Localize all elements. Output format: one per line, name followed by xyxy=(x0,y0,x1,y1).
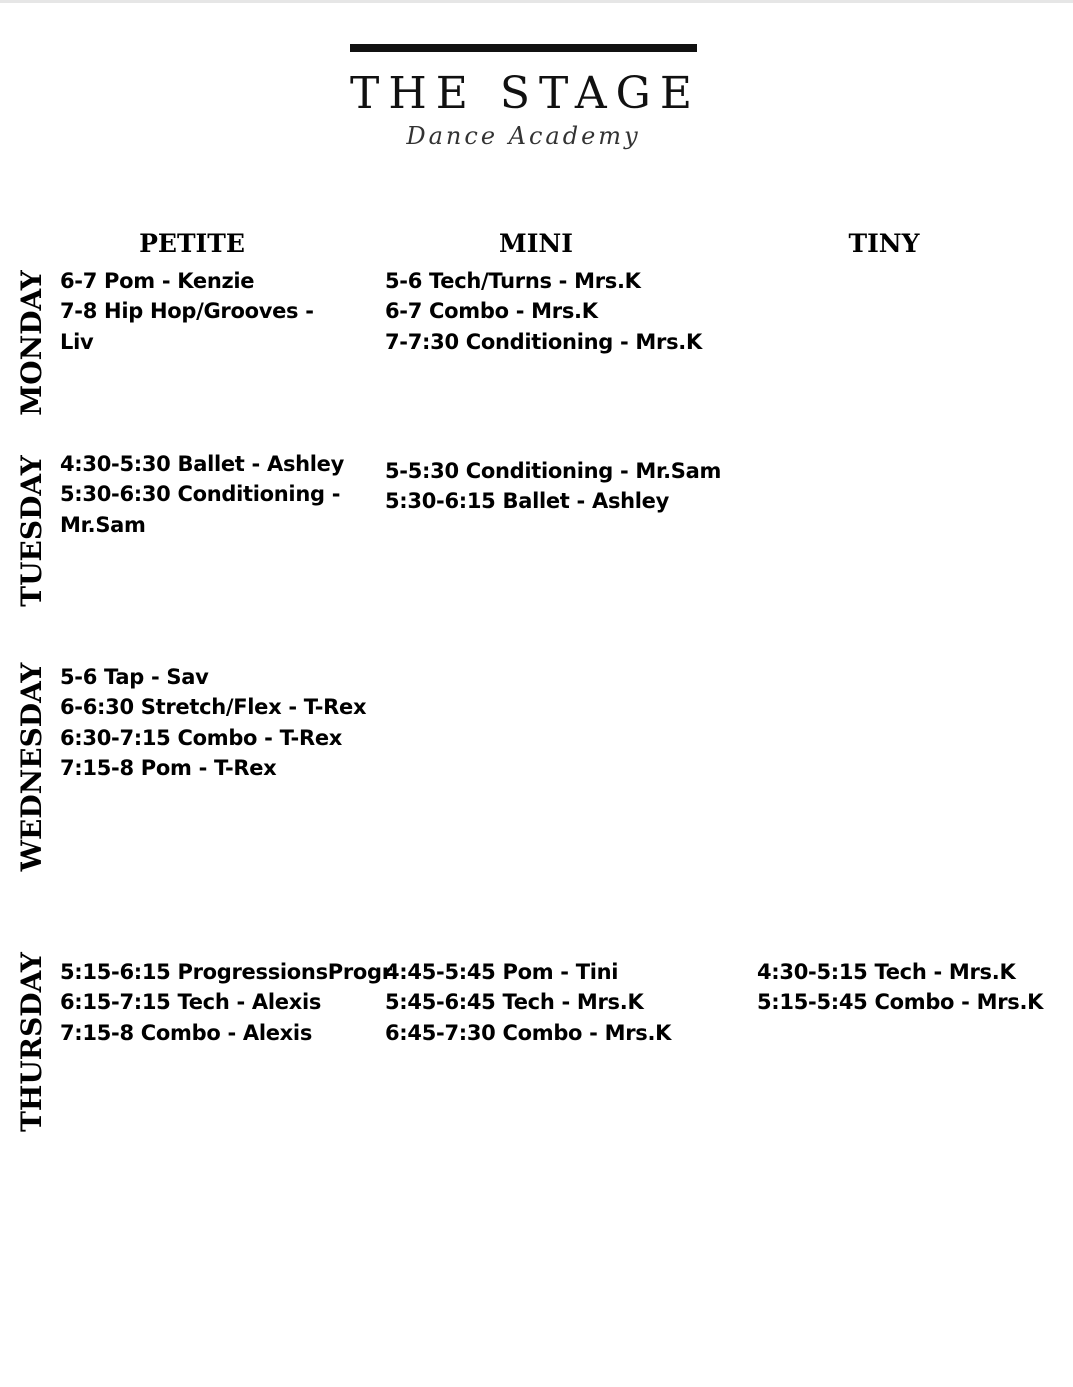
day-label-text: WEDNESDAY xyxy=(15,662,48,872)
cell-thursday-mini xyxy=(385,957,671,1048)
cell-tuesday-petite xyxy=(60,449,344,540)
day-label-text: MONDAY xyxy=(15,270,48,416)
column-header-tiny: TINY xyxy=(848,229,920,258)
class-entry: Liv xyxy=(60,329,94,354)
class-entry: 5-6 Tech/Turns - Mrs.K xyxy=(385,269,641,293)
cell-tuesday-mini xyxy=(385,456,721,517)
cell-thursday-tiny xyxy=(757,957,1043,1018)
logo-subtitle: Dance Academy xyxy=(406,122,641,150)
class-entry: 5-6 Tap - Sav xyxy=(60,665,209,689)
day-label-wednesday xyxy=(14,664,50,870)
day-label-monday xyxy=(14,268,50,418)
cell-wednesday-petite xyxy=(60,662,366,784)
column-header-mini: MINI xyxy=(499,229,573,258)
class-entry: 4:30-5:30 Ballet - Ashley xyxy=(60,452,345,476)
class-entry: 7:15-8 Pom - T-Rex xyxy=(60,756,277,781)
cell-monday-petite xyxy=(60,266,314,357)
class-entry: 7-8 Hip Hop/Grooves - xyxy=(60,299,314,324)
day-label-thursday xyxy=(14,952,50,1132)
cell-thursday-petite xyxy=(60,957,392,1048)
day-label-text: TUESDAY xyxy=(15,455,48,607)
class-entry: 6:15-7:15 Tech - Alexis xyxy=(60,990,322,1015)
class-entry: 4:30-5:15 Tech - Mrs.K xyxy=(757,960,1016,984)
cell-monday-mini xyxy=(385,266,702,357)
class-entry: 5:15-5:45 Combo - Mrs.K xyxy=(757,990,1044,1015)
logo-bar xyxy=(350,44,697,52)
class-entry: 5:30-6:15 Ballet - Ashley xyxy=(385,489,670,514)
class-entry: 6-7 Combo - Mrs.K xyxy=(385,299,598,324)
top-divider xyxy=(0,0,1073,3)
class-entry: 5-5:30 Conditioning - Mr.Sam xyxy=(385,459,722,483)
class-entry: 7-7:30 Conditioning - Mrs.K xyxy=(385,329,702,354)
class-entry: 7:15-8 Combo - Alexis xyxy=(60,1020,313,1045)
class-entry: 5:30-6:30 Conditioning - xyxy=(60,482,341,507)
day-label-tuesday xyxy=(14,455,50,607)
class-entry: 5:45-6:45 Tech - Mrs.K xyxy=(385,990,644,1015)
class-entry: 5:15-6:15 ProgressionsProgr xyxy=(60,960,392,984)
class-entry: 6-7 Pom - Kenzie xyxy=(60,269,255,293)
class-entry: 4:45-5:45 Pom - Tini xyxy=(385,960,619,984)
class-entry: Mr.Sam xyxy=(60,512,146,537)
logo-title: THE STAGE xyxy=(350,68,701,119)
column-header-petite: PETITE xyxy=(139,229,245,258)
class-entry: 6:45-7:30 Combo - Mrs.K xyxy=(385,1020,672,1045)
class-entry: 6:30-7:15 Combo - T-Rex xyxy=(60,725,343,750)
class-entry: 6-6:30 Stretch/Flex - T-Rex xyxy=(60,695,367,720)
day-label-text: THURSDAY xyxy=(15,952,48,1132)
